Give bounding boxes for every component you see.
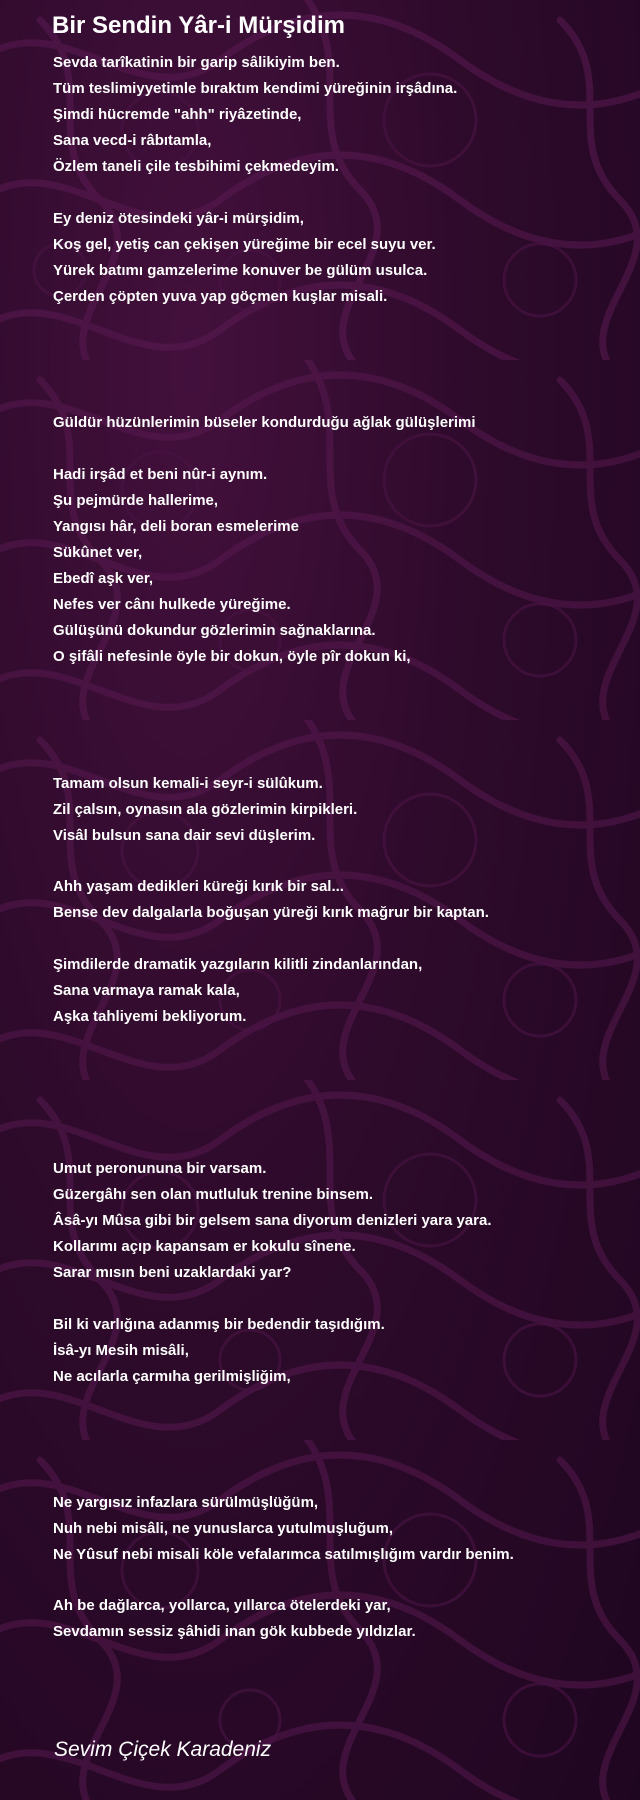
poem-line: Visâl bulsun sana dair sevi düşlerim. [53, 827, 316, 844]
poem-line: Sana vecd-i râbıtamla, [53, 132, 212, 149]
stanza [53, 1490, 633, 1568]
poem-line: Tüm teslimiyyetimle bıraktım kendimi yüreğinin irşâdına. [53, 80, 458, 97]
stanza [53, 771, 633, 849]
poem-line: Bense dev dalgalarla boğuşan yüreği kırık mağrur bir kaptan. [53, 904, 489, 921]
stanza [53, 952, 633, 1030]
poem-line: Ne yargısız infazlara sürülmüşlüğüm, [53, 1494, 319, 1511]
poem-line: Aşka tahliyemi bekliyorum. [53, 1008, 247, 1025]
poem-line: Kollarımı açıp kapansam er kokulu sînene. [53, 1238, 356, 1255]
poem-line: Ne acılarla çarmıha gerilmişliğim, [53, 1368, 291, 1385]
poem-line: Yangısı hâr, deli boran esmelerime [53, 518, 299, 535]
stanza [53, 462, 633, 670]
poem-line: Şimdi hücremde "ahh" riyâzetinde, [53, 106, 302, 123]
poem-line: Sevda tarîkatinin bir garip sâlikiyim ben. [53, 54, 340, 71]
poem-line: Ah be dağlarca, yollarca, yıllarca ötelerdeki yar, [53, 1597, 391, 1614]
stanza [53, 410, 633, 436]
poem-line: Sarar mısın beni uzaklardaki yar? [53, 1264, 292, 1281]
poem-line: Sana varmaya ramak kala, [53, 982, 240, 999]
poem-line: Bil ki varlığına adanmış bir bedendir taşıdığım. [53, 1316, 385, 1333]
poem-line: Ahh yaşam dedikleri küreği kırık bir sal... [53, 878, 344, 895]
poem-line: İsâ-yı Mesih misâli, [53, 1342, 189, 1359]
poem-line: Ne Yûsuf nebi misali köle vefalarımca satılmışlığım vardır benim. [53, 1546, 514, 1563]
poem-line: Sükûnet ver, [53, 544, 143, 561]
poem-line: Şu pejmürde hallerime, [53, 492, 219, 509]
poem-line: O şifâli nefesinle öyle bir dokun, öyle pîr dokun ki, [53, 648, 411, 665]
stanza [53, 1156, 633, 1286]
poem-line: Özlem taneli çile tesbihimi çekmedeyim. [53, 158, 339, 175]
stanza [53, 50, 633, 180]
poem-line: Âsâ-yı Mûsa gibi bir gelsem sana diyorum denizleri yara yara. [53, 1212, 492, 1229]
poem-line: Gülüşünü dokundur gözlerimin sağnaklarına. [53, 622, 376, 639]
poem-line: Nefes ver cânı hulkede yüreğime. [53, 596, 291, 613]
poem-line: Umut peronununa bir varsam. [53, 1160, 267, 1177]
poem-line: Ebedî aşk ver, [53, 570, 154, 587]
poem-line: Nuh nebi misâli, ne yunuslarca yutulmuşluğum, [53, 1520, 394, 1537]
poem-line: Güldür hüzünlerimin büseler kondurduğu ağlak gülüşlerimi [53, 414, 476, 431]
stanza [53, 1312, 633, 1390]
poem-line: Sevdamın sessiz şâhidi inan gök kubbede yıldızlar. [53, 1623, 416, 1640]
poem-line: Ey deniz ötesindeki yâr-i mürşidim, [53, 210, 304, 227]
poem-line: Koş gel, yetiş can çekişen yüreğime bir ecel suyu ver. [53, 236, 436, 253]
stanza [53, 874, 633, 926]
poem-line: Yürek batımı gamzelerime konuver be gülüm usulca. [53, 262, 428, 279]
author-name: Sevim Çiçek Karadeniz [54, 1738, 272, 1761]
stanza [53, 1593, 633, 1645]
poem-line: Hadi irşâd et beni nûr-i aynım. [53, 466, 268, 483]
poem-title: Bir Sendin Yâr-i Mürşidim [52, 12, 345, 39]
poem-line: Tamam olsun kemali-i seyr-i sülûkum. [53, 775, 323, 792]
stanza [53, 206, 633, 310]
poem-line: Güzergâhı sen olan mutluluk trenine binsem. [53, 1186, 374, 1203]
poem-line: Şimdilerde dramatik yazgıların kilitli zindanlarından, [53, 956, 423, 973]
poem-line: Çerden çöpten yuva yap göçmen kuşlar misali. [53, 288, 388, 305]
poem-line: Zil çalsın, oynasın ala gözlerimin kirpikleri. [53, 801, 358, 818]
